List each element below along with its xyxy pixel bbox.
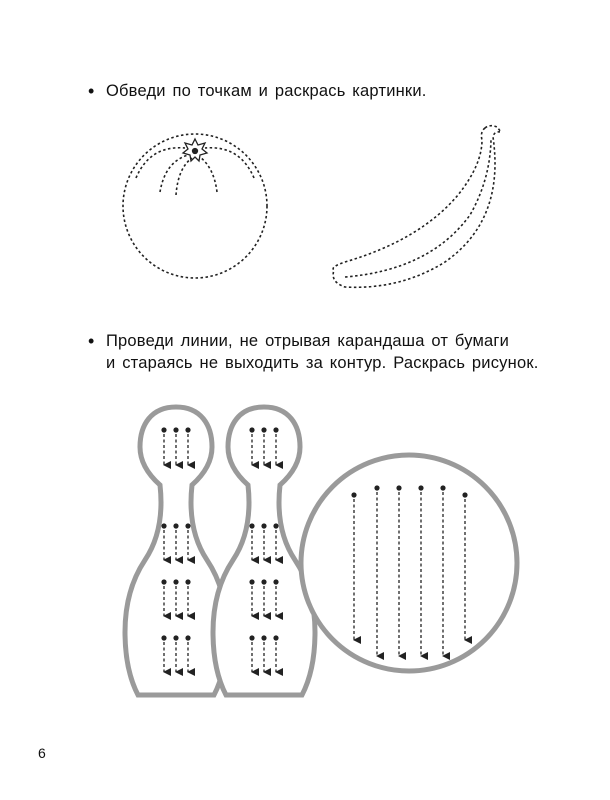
start-dot <box>261 635 266 640</box>
orange-icon[interactable] <box>123 134 267 278</box>
instruction-text-line-1: Проведи линии, не отрывая карандаша от бумаги <box>106 332 510 350</box>
page-number: 6 <box>38 745 46 761</box>
start-dot <box>418 485 423 490</box>
start-dot <box>185 427 190 432</box>
start-dot <box>161 427 166 432</box>
start-dot <box>185 635 190 640</box>
start-dot <box>462 492 467 497</box>
bullet: • <box>88 81 95 101</box>
start-dot <box>273 523 278 528</box>
ball-icon[interactable] <box>301 455 517 671</box>
start-dot <box>185 579 190 584</box>
start-dot <box>249 427 254 432</box>
start-dot <box>173 523 178 528</box>
start-dot <box>161 579 166 584</box>
start-dot <box>261 579 266 584</box>
start-dot <box>261 427 266 432</box>
start-dot <box>261 523 266 528</box>
start-dot <box>374 485 379 490</box>
start-dot <box>161 523 166 528</box>
start-dot <box>440 485 445 490</box>
start-dot <box>173 579 178 584</box>
start-dot <box>173 427 178 432</box>
banana-icon[interactable] <box>333 126 501 288</box>
start-dot <box>273 635 278 640</box>
start-dot <box>249 523 254 528</box>
instruction-text-line-2: и стараясь не выходить за контур. Раскрась рисунок. <box>106 354 539 372</box>
start-dot <box>173 635 178 640</box>
start-dot <box>273 427 278 432</box>
start-dot <box>273 579 278 584</box>
instruction-text: Обведи по точкам и раскрась картинки. <box>106 82 427 100</box>
start-dot <box>396 485 401 490</box>
orange-stem-icon <box>183 139 207 161</box>
start-dot <box>161 635 166 640</box>
start-dot <box>249 635 254 640</box>
start-dot <box>249 579 254 584</box>
start-dot <box>351 492 356 497</box>
bullet: • <box>88 331 95 351</box>
start-dot <box>185 523 190 528</box>
